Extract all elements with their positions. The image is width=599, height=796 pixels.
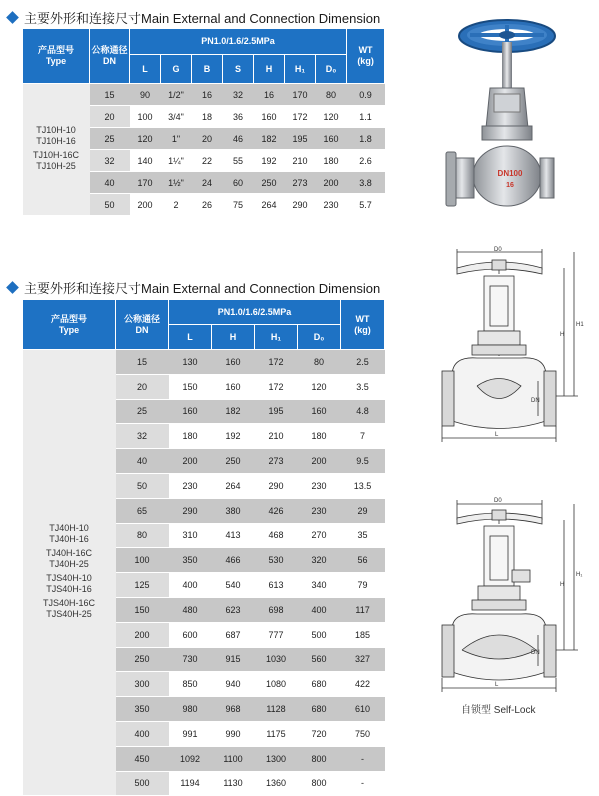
- l-dimension-label: L: [495, 682, 499, 688]
- value-cell: 20: [192, 128, 223, 150]
- value-cell: 340: [298, 573, 341, 598]
- self-lock-caption: 自锁型 Self-Lock: [461, 705, 536, 716]
- value-cell: 1092: [169, 746, 212, 771]
- weight-cell: 2.5: [341, 350, 385, 375]
- valve-pressure-marking: 16: [506, 182, 514, 189]
- value-cell: 230: [316, 194, 347, 216]
- dn-cell: 25: [90, 128, 130, 150]
- value-cell: 720: [298, 721, 341, 746]
- type-name: TJS40H-25: [46, 608, 92, 619]
- value-cell: 800: [298, 771, 341, 796]
- value-cell: 172: [255, 350, 298, 375]
- dn-cell: 400: [116, 721, 169, 746]
- value-cell: 915: [212, 647, 255, 672]
- value-cell: 1/2": [161, 84, 192, 106]
- value-cell: 200: [169, 449, 212, 474]
- value-cell: 230: [169, 473, 212, 498]
- value-cell: 850: [169, 672, 212, 697]
- value-cell: 623: [212, 597, 255, 622]
- value-cell: 466: [212, 548, 255, 573]
- value-cell: 16: [254, 84, 285, 106]
- diamond-bullet-icon: [6, 11, 19, 24]
- column-header: H: [254, 55, 285, 84]
- value-cell: 120: [298, 374, 341, 399]
- value-cell: 687: [212, 622, 255, 647]
- type-name: TJ10H-25: [36, 160, 76, 171]
- weight-cell: -: [341, 746, 385, 771]
- weight-cell: 7: [341, 424, 385, 449]
- d0-dimension-label: D0: [494, 247, 502, 253]
- diamond-bullet-icon: [6, 281, 19, 294]
- column-header: D₀: [298, 325, 341, 350]
- technical-drawing-standard: [432, 246, 582, 446]
- value-cell: 180: [169, 424, 212, 449]
- value-cell: 60: [223, 172, 254, 194]
- spec-table-2: [22, 299, 385, 796]
- type-name: TJ40H-16: [49, 533, 89, 544]
- dn-cell: 32: [90, 150, 130, 172]
- dn-header: 公称通径 DN: [116, 300, 169, 350]
- weight-cell: 35: [341, 523, 385, 548]
- dn-cell: 40: [90, 172, 130, 194]
- value-cell: 1": [161, 128, 192, 150]
- h-dimension-label: H: [560, 582, 565, 588]
- value-cell: 1194: [169, 771, 212, 796]
- value-cell: 250: [212, 449, 255, 474]
- h-dimension-label: H: [560, 332, 565, 338]
- weight-cell: 79: [341, 573, 385, 598]
- value-cell: 940: [212, 672, 255, 697]
- dn-cell: 125: [116, 573, 169, 598]
- value-cell: 468: [255, 523, 298, 548]
- weight-cell: 56: [341, 548, 385, 573]
- value-cell: 200: [130, 194, 161, 216]
- value-cell: 80: [316, 84, 347, 106]
- dn-header: 公称通径 DN: [90, 29, 130, 84]
- value-cell: 192: [254, 150, 285, 172]
- valve-size-marking: DN100: [497, 169, 523, 178]
- dn-cell: 65: [116, 498, 169, 523]
- weight-cell: 750: [341, 721, 385, 746]
- dn-cell: 300: [116, 672, 169, 697]
- value-cell: 290: [285, 194, 316, 216]
- h1-dimension-label: H₁: [576, 572, 583, 578]
- value-cell: 400: [298, 597, 341, 622]
- column-header: G: [161, 55, 192, 84]
- value-cell: 230: [298, 473, 341, 498]
- weight-cell: 3.8: [347, 172, 385, 194]
- table-row: [23, 350, 385, 375]
- value-cell: 613: [255, 573, 298, 598]
- value-cell: 991: [169, 721, 212, 746]
- value-cell: 1¼": [161, 150, 192, 172]
- value-cell: 3/4": [161, 106, 192, 128]
- value-cell: 180: [316, 150, 347, 172]
- value-cell: 22: [192, 150, 223, 172]
- value-cell: 120: [316, 106, 347, 128]
- type-header: 产品型号 Type: [23, 300, 116, 350]
- value-cell: 195: [255, 399, 298, 424]
- value-cell: 160: [298, 399, 341, 424]
- wt-header: WT (kg): [341, 300, 385, 350]
- pressure-header: PN1.0/1.6/2.5MPa: [169, 300, 341, 325]
- value-cell: 160: [212, 374, 255, 399]
- spec-table-1: [22, 28, 385, 216]
- value-cell: 800: [298, 746, 341, 771]
- value-cell: 730: [169, 647, 212, 672]
- pressure-header: PN1.0/1.6/2.5MPa: [130, 29, 347, 55]
- value-cell: 273: [285, 172, 316, 194]
- type-name: TJS40H-16: [46, 583, 92, 594]
- value-cell: 426: [255, 498, 298, 523]
- weight-cell: -: [341, 771, 385, 796]
- value-cell: 1½": [161, 172, 192, 194]
- value-cell: 200: [298, 449, 341, 474]
- dn-cell: 200: [116, 622, 169, 647]
- weight-cell: 327: [341, 647, 385, 672]
- value-cell: 200: [316, 172, 347, 194]
- dn-cell: 50: [116, 473, 169, 498]
- dn-cell: 150: [116, 597, 169, 622]
- value-cell: 120: [130, 128, 161, 150]
- value-cell: 600: [169, 622, 212, 647]
- weight-cell: 9.5: [341, 449, 385, 474]
- value-cell: 36: [223, 106, 254, 128]
- dn-cell: 25: [116, 399, 169, 424]
- value-cell: 980: [169, 697, 212, 722]
- column-header: H₁: [255, 325, 298, 350]
- value-cell: 290: [169, 498, 212, 523]
- d0-dimension-label: D0: [494, 498, 502, 504]
- column-header: H₁: [285, 55, 316, 84]
- type-name: TJ40H-10: [49, 522, 89, 533]
- column-header: S: [223, 55, 254, 84]
- dn-cell: 250: [116, 647, 169, 672]
- type-name: TJ40H-25: [49, 558, 89, 569]
- weight-cell: 4.8: [341, 399, 385, 424]
- value-cell: 264: [254, 194, 285, 216]
- weight-cell: 185: [341, 622, 385, 647]
- value-cell: 195: [285, 128, 316, 150]
- weight-cell: 2.6: [347, 150, 385, 172]
- dn-cell: 15: [90, 84, 130, 106]
- value-cell: 540: [212, 573, 255, 598]
- value-cell: 16: [192, 84, 223, 106]
- dn-cell: 20: [116, 374, 169, 399]
- value-cell: 1100: [212, 746, 255, 771]
- column-header: L: [130, 55, 161, 84]
- value-cell: 172: [255, 374, 298, 399]
- value-cell: 150: [169, 374, 212, 399]
- dn-cell: 500: [116, 771, 169, 796]
- l-dimension-label: L: [495, 432, 499, 438]
- value-cell: 500: [298, 622, 341, 647]
- type-list: [23, 350, 116, 796]
- value-cell: 270: [298, 523, 341, 548]
- value-cell: 1128: [255, 697, 298, 722]
- value-cell: 968: [212, 697, 255, 722]
- dn-cell: 350: [116, 697, 169, 722]
- value-cell: 182: [254, 128, 285, 150]
- value-cell: 32: [223, 84, 254, 106]
- weight-cell: 1.8: [347, 128, 385, 150]
- technical-drawing-self-lock: [432, 490, 582, 700]
- value-cell: 1360: [255, 771, 298, 796]
- value-cell: 160: [169, 399, 212, 424]
- value-cell: 400: [169, 573, 212, 598]
- value-cell: 680: [298, 672, 341, 697]
- weight-cell: 0.9: [347, 84, 385, 106]
- type-name: TJ40H-16C: [45, 547, 92, 558]
- value-cell: 26: [192, 194, 223, 216]
- column-header: H: [212, 325, 255, 350]
- value-cell: 210: [285, 150, 316, 172]
- value-cell: 560: [298, 647, 341, 672]
- value-cell: 250: [254, 172, 285, 194]
- value-cell: 75: [223, 194, 254, 216]
- weight-cell: 117: [341, 597, 385, 622]
- value-cell: 182: [212, 399, 255, 424]
- table-row: [23, 84, 385, 106]
- value-cell: 680: [298, 697, 341, 722]
- weight-cell: 3.5: [341, 374, 385, 399]
- value-cell: 320: [298, 548, 341, 573]
- weight-cell: 1.1: [347, 106, 385, 128]
- value-cell: 24: [192, 172, 223, 194]
- value-cell: 777: [255, 622, 298, 647]
- value-cell: 172: [285, 106, 316, 128]
- weight-cell: 610: [341, 697, 385, 722]
- dn-cell: 15: [116, 350, 169, 375]
- value-cell: 130: [169, 350, 212, 375]
- type-list: [23, 84, 90, 216]
- value-cell: 530: [255, 548, 298, 573]
- type-header: 产品型号 Type: [23, 29, 90, 84]
- wt-header: WT (kg): [347, 29, 385, 84]
- dn-dimension-label: DN: [531, 650, 540, 656]
- column-header: L: [169, 325, 212, 350]
- h1-dimension-label: H1: [576, 322, 584, 328]
- value-cell: 18: [192, 106, 223, 128]
- column-header: B: [192, 55, 223, 84]
- value-cell: 192: [212, 424, 255, 449]
- type-name: TJS40H-10: [46, 572, 92, 583]
- value-cell: 413: [212, 523, 255, 548]
- value-cell: 2: [161, 194, 192, 216]
- value-cell: 350: [169, 548, 212, 573]
- weight-cell: 13.5: [341, 473, 385, 498]
- value-cell: 160: [254, 106, 285, 128]
- value-cell: 1030: [255, 647, 298, 672]
- value-cell: 273: [255, 449, 298, 474]
- dn-cell: 80: [116, 523, 169, 548]
- value-cell: 310: [169, 523, 212, 548]
- value-cell: 210: [255, 424, 298, 449]
- value-cell: 290: [255, 473, 298, 498]
- value-cell: 698: [255, 597, 298, 622]
- dn-cell: 450: [116, 746, 169, 771]
- weight-cell: 422: [341, 672, 385, 697]
- section2-title: 主要外形和连接尺寸Main External and Connection Dimension: [8, 278, 380, 297]
- dn-cell: 40: [116, 449, 169, 474]
- dn-cell: 32: [116, 424, 169, 449]
- value-cell: 170: [130, 172, 161, 194]
- value-cell: 264: [212, 473, 255, 498]
- value-cell: 46: [223, 128, 254, 150]
- value-cell: 1080: [255, 672, 298, 697]
- value-cell: 480: [169, 597, 212, 622]
- column-header: D₀: [316, 55, 347, 84]
- value-cell: 990: [212, 721, 255, 746]
- type-name: TJ10H-10: [36, 124, 76, 135]
- weight-cell: 29: [341, 498, 385, 523]
- type-name: TJ10H-16C: [32, 149, 79, 160]
- value-cell: 230: [298, 498, 341, 523]
- value-cell: 1300: [255, 746, 298, 771]
- value-cell: 160: [212, 350, 255, 375]
- valve-photo: [432, 8, 562, 218]
- weight-cell: 5.7: [347, 194, 385, 216]
- type-name: TJ10H-16: [36, 135, 76, 146]
- section1-title: 主要外形和连接尺寸Main External and Connection Dimension: [8, 8, 380, 27]
- value-cell: 1130: [212, 771, 255, 796]
- value-cell: 90: [130, 84, 161, 106]
- value-cell: 380: [212, 498, 255, 523]
- dn-cell: 20: [90, 106, 130, 128]
- value-cell: 100: [130, 106, 161, 128]
- value-cell: 80: [298, 350, 341, 375]
- value-cell: 170: [285, 84, 316, 106]
- value-cell: 160: [316, 128, 347, 150]
- value-cell: 140: [130, 150, 161, 172]
- dn-cell: 100: [116, 548, 169, 573]
- type-name: TJS40H-16C: [42, 597, 96, 608]
- value-cell: 180: [298, 424, 341, 449]
- value-cell: 1175: [255, 721, 298, 746]
- dn-cell: 50: [90, 194, 130, 216]
- value-cell: 55: [223, 150, 254, 172]
- dn-dimension-label: DN: [531, 398, 540, 404]
